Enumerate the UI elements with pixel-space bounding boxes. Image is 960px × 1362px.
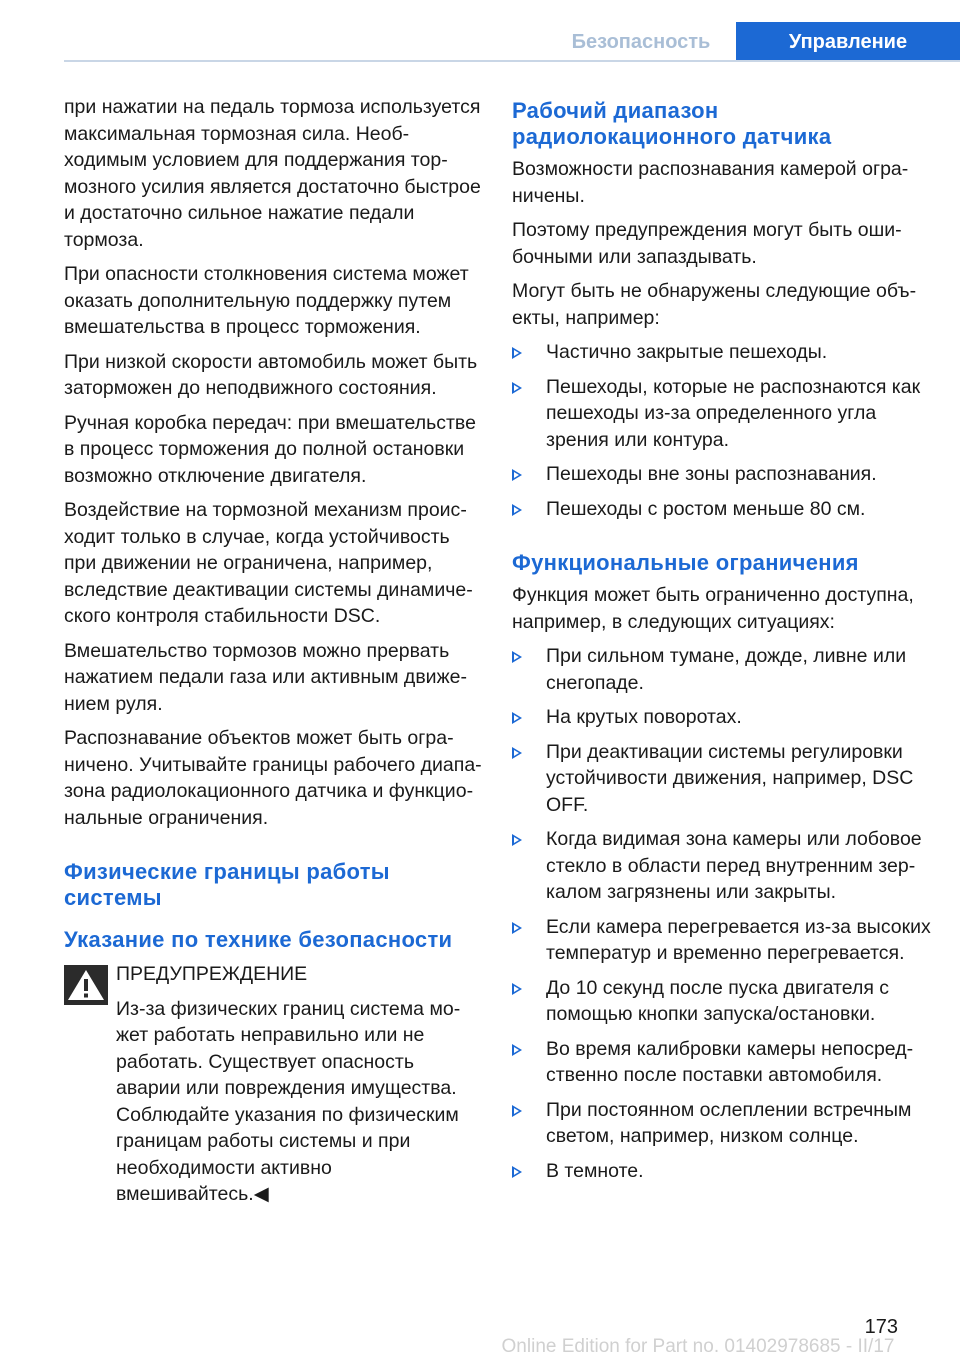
- left-column: [64, 94, 482, 1216]
- warning-text: Из-за физических границ система может работать неправильно или не работать. Существует опасность аварии или повреждения имущества. Соблюдайте указания по физическим границам работы системы и при необходимости активно вмешивайтесь.◀: [116, 997, 461, 1205]
- bullet-triangle-icon: [512, 747, 522, 759]
- paragraph: При низкой скорости автомобиль может быть заторможен до неподвижного состояния.: [64, 350, 478, 399]
- list-item: При деактивации системы регулировки устойчивости движения, например, DSC OFF.: [512, 739, 932, 819]
- bullet-triangle-icon: [512, 1044, 522, 1056]
- bullet-triangle-icon: [512, 712, 522, 724]
- list-item: Пешеходы вне зоны распознавания.: [512, 461, 932, 488]
- list-item: При сильном тумане, дожде, ливне или снегопаде.: [512, 643, 932, 696]
- subsection-heading: Указание по технике безопасности: [64, 927, 453, 952]
- bullet-triangle-icon: [512, 382, 522, 394]
- bullet-triangle-icon: [512, 651, 522, 663]
- page-number: 173: [864, 1316, 898, 1338]
- list-item: На крутых поворотах.: [512, 704, 932, 731]
- warning-block: [64, 961, 482, 1208]
- paragraph: Воздействие на тормозной механизм происходит только в случае, когда устойчивость при движении не ограничена, например, вследствие деактивации системы динамического контроля стабильности DSC.: [64, 499, 473, 627]
- paragraph: При опасности столкновения система может оказать дополнительную поддержку путем вмешательства в процесс торможения.: [64, 263, 469, 338]
- header-divider: [64, 60, 960, 62]
- list-item: Если камера перегревается из-за высоких температур и временно перегревается.: [512, 914, 932, 967]
- paragraph: Поэтому предупреждения могут быть ошибочными или запаздывать.: [512, 219, 902, 268]
- paragraph: Вмешательство тормозов можно прервать нажатием педали газа или активным движением руля.: [64, 639, 467, 715]
- list-item: Пешеходы, которые не распознаются как пешеходы из-за определенного угла зрения или контура.: [512, 374, 932, 454]
- paragraph: Ручная коробка передач: при вмешательстве в процесс торможения до полной остановки возможно отключение двигателя.: [64, 411, 476, 487]
- paragraph: Возможности распознавания камерой ограничены.: [512, 158, 909, 207]
- list-item: В темноте.: [512, 1158, 932, 1185]
- page-header: [0, 0, 960, 62]
- bullet-triangle-icon: [512, 983, 522, 995]
- section-heading: Рабочий диапазон радиолокационного датчика: [512, 98, 832, 149]
- limitations-list: [512, 643, 932, 1184]
- undetected-objects-list: [512, 339, 932, 522]
- section-heading: Физические границы работы системы: [64, 859, 390, 910]
- bullet-triangle-icon: [512, 1166, 522, 1178]
- tab-controls[interactable]: Управление: [736, 22, 960, 62]
- bullet-triangle-icon: [512, 504, 522, 516]
- bullet-triangle-icon: [512, 347, 522, 359]
- paragraph: Могут быть не обнаружены следующие объекты, например:: [512, 280, 917, 329]
- warning-triangle-icon: [64, 965, 108, 1005]
- section-heading: Функциональные ограничения: [512, 550, 859, 575]
- list-item: Во время калибровки камеры непосредственно после поставки автомобиля.: [512, 1036, 932, 1089]
- paragraph: Функция может быть ограниченно доступна, например, в следующих ситуациях:: [512, 584, 914, 633]
- list-item: До 10 секунд после пуска двигателя с помощью кнопки запуска/остановки.: [512, 975, 932, 1028]
- paragraph: при нажатии на педаль тормоза используется максимальная тормозная сила. Необходимым условием для поддержания тормозного усилия является достаточно быстрое и достаточно сильное нажатие педали тормоза.: [64, 96, 481, 251]
- list-item: Пешеходы с ростом меньше 80 см.: [512, 496, 932, 523]
- right-column: [512, 94, 932, 1192]
- bullet-triangle-icon: [512, 1105, 522, 1117]
- list-item: При постоянном ослеплении встречным светом, например, низком солнце.: [512, 1097, 932, 1150]
- tab-safety[interactable]: Безопасность: [571, 31, 711, 53]
- list-item: Частично закрытые пешеходы.: [512, 339, 932, 366]
- bullet-triangle-icon: [512, 834, 522, 846]
- edition-footer: Online Edition for Part no. 01402978685 - II/17: [501, 1336, 895, 1357]
- bullet-triangle-icon: [512, 469, 522, 481]
- list-item: Когда видимая зона камеры или лобовое стекло в области перед внутренним зеркалом загрязнены или закрыты.: [512, 826, 932, 906]
- warning-title: ПРЕДУПРЕЖДЕНИЕ: [116, 963, 308, 985]
- bullet-triangle-icon: [512, 922, 522, 934]
- paragraph: Распознавание объектов может быть ограничено. Учитывайте границы рабочего диапазона радиолокационного датчика и функциональные ограничения.: [64, 727, 482, 829]
